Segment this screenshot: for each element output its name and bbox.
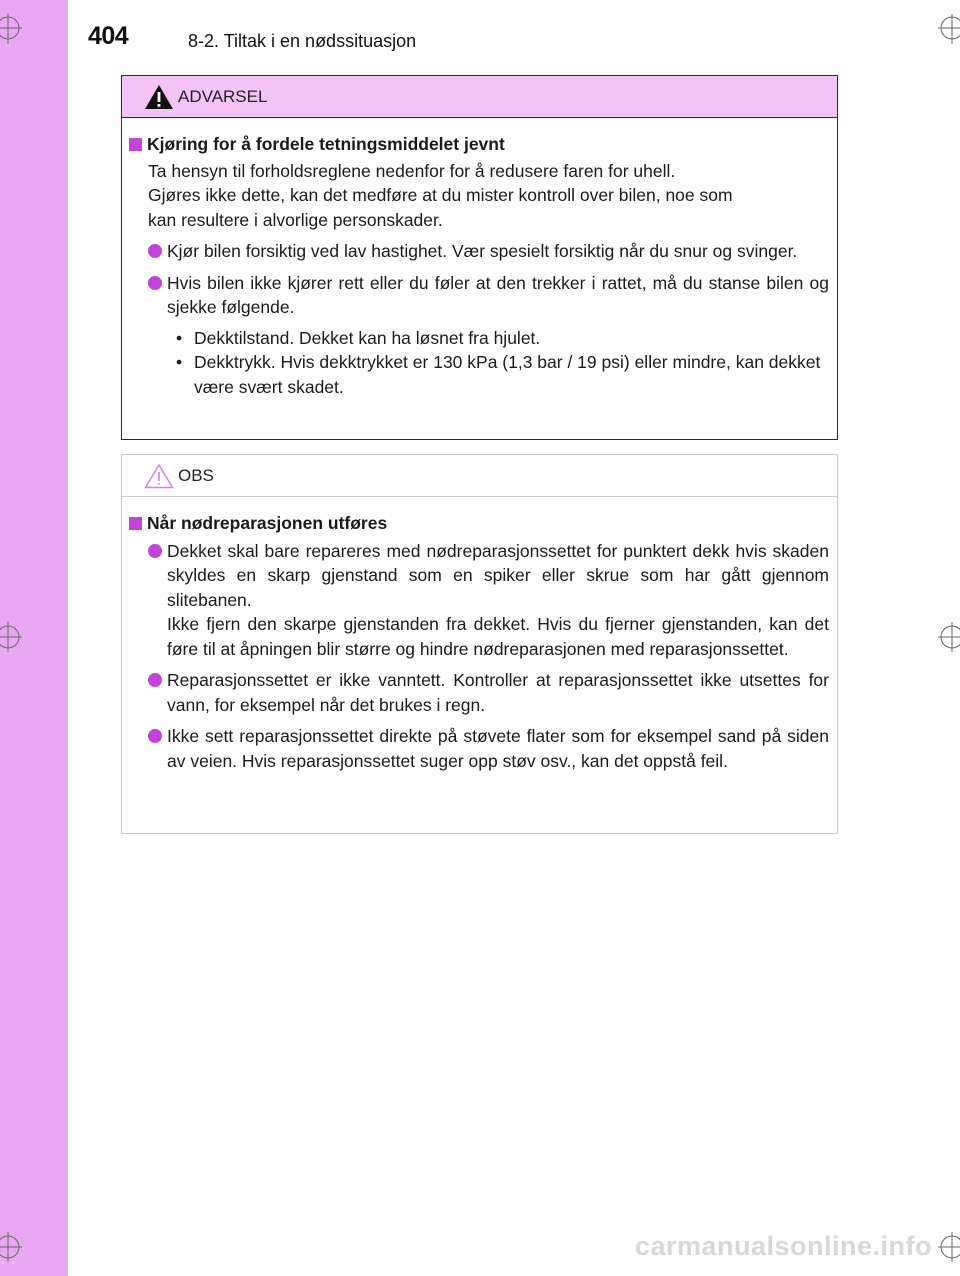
warning-box	[121, 75, 838, 440]
notice-box-body	[122, 497, 837, 773]
bullet-dot-icon: •	[176, 327, 183, 348]
bullet-dot-icon: •	[176, 352, 183, 372]
warning-list-item	[148, 239, 829, 264]
crop-mark-mid-right	[930, 622, 960, 652]
notice-list-item-text: Ikke sett reparasjonssettet direkte på støvete flater som for eksempel sand på siden av veien. Hvis reparasjonssettet suger opp støv osv., kan det oppstå feil.	[167, 726, 829, 771]
warning-sub-item-text: Dekktilstand. Dekket kan ha løsnet fra hjulet.	[194, 327, 541, 348]
notice-item-paragraph: Dekket skal bare repareres med nødreparasjonssettet for punktert dekk hvis skaden skyldes en skarp gjenstand som en spiker eller skrue som har gått gjennom slitebanen.	[167, 540, 829, 610]
watermark: carmanualsonline.info	[634, 1231, 932, 1261]
warning-sub-item-text: Dekktrykk. Hvis dekktrykket er 130 kPa (1,3 bar / 19 psi) eller mindre, kan dekket være svært skadet.	[194, 352, 821, 397]
warning-intro-line: Gjøres ikke dette, kan det medføre at du mister kontroll over bilen, noe som	[148, 185, 733, 205]
notice-list-item	[148, 539, 829, 662]
crop-mark-bottom-left	[0, 1232, 30, 1262]
warning-heading	[129, 132, 829, 157]
crop-mark-bottom-right	[930, 1232, 960, 1262]
circle-bullet-icon	[148, 544, 162, 558]
notice-list-item	[148, 724, 829, 773]
warning-intro	[148, 159, 829, 233]
warning-list-item-text: Hvis bilen ikke kjører rett eller du føler at den trekker i rattet, må du stanse bilen og sjekke følgende.	[167, 272, 829, 317]
crop-mark-top-right	[930, 14, 960, 44]
square-bullet-icon	[129, 138, 142, 151]
warning-list-item-text: Kjør bilen forsiktig ved lav hastighet. Vær spesielt forsiktig når du snur og svinger.	[167, 241, 798, 261]
warning-intro-line: Ta hensyn til forholdsreglene nedenfor for å redusere faren for uhell.	[148, 160, 676, 181]
notice-heading	[129, 511, 829, 536]
notice-list-item	[148, 668, 829, 717]
section-title: 8-2. Tiltak i en nødssituasjon	[188, 31, 417, 51]
crop-mark-mid-left	[0, 622, 30, 652]
warning-sub-item	[176, 326, 829, 351]
circle-bullet-icon	[148, 276, 162, 290]
notice-box-header	[122, 455, 837, 497]
warning-list-item	[148, 271, 829, 320]
warning-box-body	[122, 118, 837, 399]
circle-bullet-icon	[148, 244, 162, 258]
circle-bullet-icon	[148, 673, 162, 687]
warning-heading-text: Kjøring for å fordele tetningsmiddelet jevnt	[147, 134, 505, 154]
notice-list-item-text	[167, 539, 829, 662]
crop-mark-top-left	[0, 14, 30, 44]
circle-bullet-icon	[148, 729, 162, 743]
warning-sub-list	[176, 326, 829, 400]
warning-intro-line: kan resultere i alvorlige personskader.	[148, 209, 443, 230]
warning-triangle-icon	[144, 84, 174, 110]
warning-sub-item	[176, 350, 829, 399]
notice-heading-text: Når nødreparasjonen utføres	[147, 513, 388, 533]
warning-label: ADVARSEL	[178, 86, 268, 106]
notice-list-item-text: Reparasjonssettet er ikke vanntett. Kontroller at reparasjonssettet ikke utsettes for vann, for eksempel når det brukes i regn.	[167, 670, 829, 715]
notice-label: OBS	[178, 465, 214, 485]
square-bullet-icon	[129, 517, 142, 530]
notice-box	[121, 454, 838, 834]
notice-item-paragraph: Ikke fjern den skarpe gjenstanden fra dekket. Hvis du fjerner gjenstanden, kan det føre til at åpningen blir større og hindre nødreparasjonen med reparasjonssettet.	[167, 614, 829, 659]
warning-box-header	[122, 76, 837, 118]
page-number: 404	[88, 22, 129, 50]
caution-outline-triangle-icon	[144, 463, 174, 489]
